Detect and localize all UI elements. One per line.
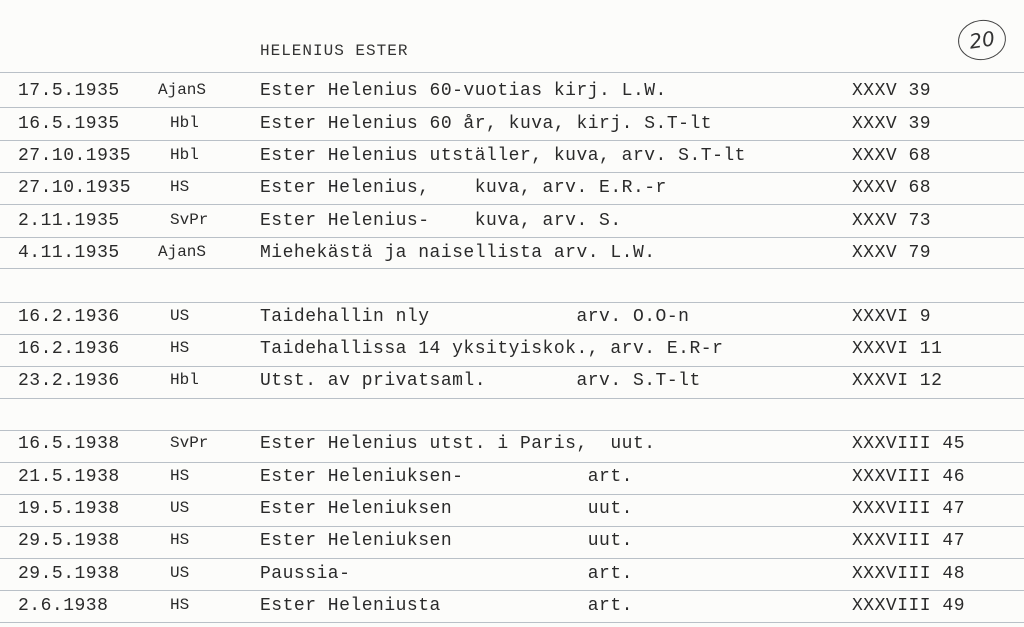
entry-title: Taidehallin nly arv. O.O-n — [260, 307, 690, 327]
card-number: 20 — [955, 17, 1008, 63]
entry-title: Utst. av privatsaml. arv. S.T-lt — [260, 371, 701, 391]
entry-date: 2.11.1935 — [18, 211, 120, 231]
entry-paper: Hbl — [170, 114, 199, 132]
entry-paper: US — [170, 307, 190, 325]
entry-paper: SvPr — [170, 211, 209, 229]
ruled-line — [0, 462, 1024, 463]
entry-reference: XXXVIII 46 — [852, 467, 966, 487]
entry-row — [0, 307, 1024, 335]
entry-date: 27.10.1935 — [18, 146, 132, 166]
entry-paper: US — [170, 564, 190, 582]
entry-paper: HS — [170, 596, 190, 614]
entry-title: Ester Helenius, kuva, arv. E.R.-r — [260, 178, 667, 198]
entry-row — [0, 339, 1024, 367]
entry-reference: XXXVI 11 — [852, 339, 943, 359]
entry-title: Ester Heleniuksen- art. — [260, 467, 633, 487]
entry-paper: HS — [170, 339, 190, 357]
entry-date: 16.5.1935 — [18, 114, 120, 134]
entry-reference: XXXVIII 47 — [852, 499, 966, 519]
entry-date: 29.5.1938 — [18, 564, 120, 584]
entry-date: 27.10.1935 — [18, 178, 132, 198]
entry-paper: Hbl — [170, 146, 199, 164]
entry-reference: XXXV 68 — [852, 146, 932, 166]
entry-title: Paussia- art. — [260, 564, 633, 584]
entry-title: Ester Heleniusta art. — [260, 596, 633, 616]
ruled-line — [0, 430, 1024, 431]
entry-paper: HS — [170, 531, 190, 549]
entry-row — [0, 499, 1024, 527]
entry-reference: XXXVIII 48 — [852, 564, 966, 584]
entry-row — [0, 371, 1024, 399]
entry-paper: HS — [170, 178, 190, 196]
entry-reference: XXXV 68 — [852, 178, 932, 198]
entry-title: Ester Helenius utst. i Paris, uut. — [260, 434, 656, 454]
entry-reference: XXXV 39 — [852, 114, 932, 134]
entry-title: Ester Helenius- kuva, arv. S. — [260, 211, 622, 231]
entry-reference: XXXV 73 — [852, 211, 932, 231]
entry-row — [0, 531, 1024, 559]
entry-title: Ester Heleniuksen uut. — [260, 499, 633, 519]
entry-date: 16.2.1936 — [18, 307, 120, 327]
entry-row — [0, 178, 1024, 206]
entry-reference: XXXV 79 — [852, 243, 932, 263]
entry-date: 17.5.1935 — [18, 81, 120, 101]
entry-paper: Hbl — [170, 371, 199, 389]
entry-reference: XXXVIII 45 — [852, 434, 966, 454]
entry-date: 29.5.1938 — [18, 531, 120, 551]
entry-title: Taidehallissa 14 yksityiskok., arv. E.R-r — [260, 339, 724, 359]
entry-date: 21.5.1938 — [18, 467, 120, 487]
entry-reference: XXXVI 9 — [852, 307, 932, 327]
entry-row — [0, 243, 1024, 271]
entry-date: 2.6.1938 — [18, 596, 109, 616]
entry-date: 16.2.1936 — [18, 339, 120, 359]
entry-paper: AjanS — [158, 81, 207, 99]
entry-title: Ester Helenius 60 år, kuva, kirj. S.T-lt — [260, 114, 713, 134]
entry-title: Miehekästä ja naisellista arv. L.W. — [260, 243, 656, 263]
entry-paper: HS — [170, 467, 190, 485]
entry-row — [0, 467, 1024, 495]
entry-reference: XXXV 39 — [852, 81, 932, 101]
entry-date: 4.11.1935 — [18, 243, 120, 263]
entry-paper: US — [170, 499, 190, 517]
entry-row — [0, 564, 1024, 592]
entry-date: 23.2.1936 — [18, 371, 120, 391]
entry-row — [0, 114, 1024, 142]
entry-title: Ester Helenius 60-vuotias kirj. L.W. — [260, 81, 667, 101]
entry-date: 19.5.1938 — [18, 499, 120, 519]
entry-reference: XXXVIII 47 — [852, 531, 966, 551]
entry-date: 16.5.1938 — [18, 434, 120, 454]
card-title: HELENIUS ESTER — [260, 42, 409, 60]
ruled-line — [0, 302, 1024, 303]
entry-title: Ester Heleniuksen uut. — [260, 531, 633, 551]
ruled-line — [0, 72, 1024, 73]
entry-reference: XXXVIII 49 — [852, 596, 966, 616]
entry-row — [0, 146, 1024, 174]
entry-reference: XXXVI 12 — [852, 371, 943, 391]
entry-paper: AjanS — [158, 243, 207, 261]
entry-title: Ester Helenius utställer, kuva, arv. S.T-lt — [260, 146, 746, 166]
entry-row — [0, 434, 1024, 462]
entry-row — [0, 211, 1024, 239]
entry-row — [0, 81, 1024, 109]
entry-paper: SvPr — [170, 434, 209, 452]
entry-row — [0, 596, 1024, 624]
